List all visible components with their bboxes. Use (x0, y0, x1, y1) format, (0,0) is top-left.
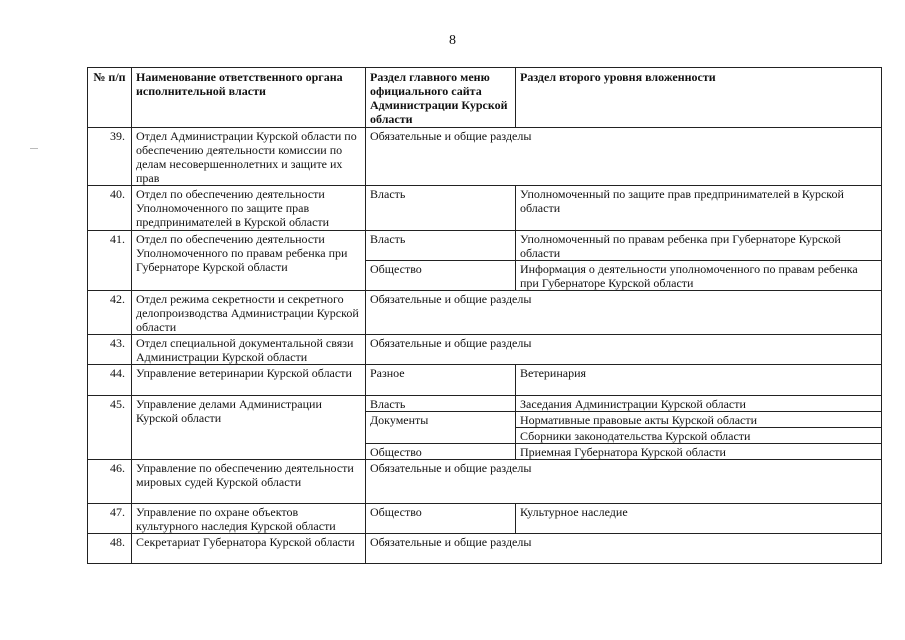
table-row (88, 460, 882, 504)
header-sub: Раздел второго уровня вложенности (516, 68, 882, 128)
row-organ: Отдел по обеспечению деятельности Уполномоченного по защите прав предпринимателей в Курской области (132, 186, 366, 231)
row-organ: Отдел режима секретности и секретного делопроизводства Администрации Курской области (132, 291, 366, 335)
row-sub: Приемная Губернатора Курской области (516, 444, 882, 460)
table-header-row (88, 68, 882, 128)
row-menu: Обязательные и общие разделы (366, 291, 882, 335)
row-organ: Управление по обеспечению деятельности мировых судей Курской области (132, 460, 366, 504)
header-menu: Раздел главного меню официального сайта Администрации Курской области (366, 68, 516, 128)
row-num: 40. (88, 186, 132, 231)
row-menu: Обязательные и общие разделы (366, 460, 882, 504)
header-organ: Наименование ответственного органа исполнительной власти (132, 68, 366, 128)
row-organ: Отдел Администрации Курской области по обеспечению деятельности комиссии по делам несовершеннолетних и защите их прав (132, 128, 366, 186)
table-row (88, 186, 882, 231)
table-row (88, 291, 882, 335)
row-num: 47. (88, 504, 132, 534)
row-num: 45. (88, 396, 132, 460)
row-menu: Власть (366, 396, 516, 412)
row-num: 48. (88, 534, 132, 564)
row-organ: Управление делами Администрации Курской области (132, 396, 366, 460)
row-sub: Заседания Администрации Курской области (516, 396, 882, 412)
row-menu: Общество (366, 261, 516, 291)
row-organ: Отдел специальной документальной связи Администрации Курской области (132, 335, 366, 365)
row-sub: Ветеринария (516, 365, 882, 396)
row-menu: Обязательные и общие разделы (366, 335, 882, 365)
row-sub: Уполномоченный по правам ребенка при Губернаторе Курской области (516, 231, 882, 261)
table-row (88, 335, 882, 365)
page-number: 8 (449, 33, 456, 48)
row-menu: Обязательные и общие разделы (366, 534, 882, 564)
table-row (88, 128, 882, 186)
row-organ: Отдел по обеспечению деятельности Уполномоченного по правам ребенка при Губернаторе Курской области (132, 231, 366, 291)
header-num: № п/п (88, 68, 132, 128)
row-sub: Уполномоченный по защите прав предпринимателей в Курской области (516, 186, 882, 231)
row-num: 41. (88, 231, 132, 291)
table-row (88, 231, 882, 261)
row-menu: Власть (366, 186, 516, 231)
row-sub: Информация о деятельности уполномоченного по правам ребенка при Губернаторе Курской области (516, 261, 882, 291)
row-organ: Управление по охране объектов культурного наследия Курской области (132, 504, 366, 534)
row-menu: Документы (366, 412, 516, 444)
table-row (88, 504, 882, 534)
row-menu: Общество (366, 504, 516, 534)
row-menu: Обязательные и общие разделы (366, 128, 882, 186)
margin-mark (30, 148, 38, 149)
row-sub: Культурное наследие (516, 504, 882, 534)
row-num: 44. (88, 365, 132, 396)
row-sub: Сборники законодательства Курской области (516, 428, 882, 444)
row-menu: Разное (366, 365, 516, 396)
table-row (88, 365, 882, 396)
row-organ: Управление ветеринарии Курской области (132, 365, 366, 396)
row-menu: Власть (366, 231, 516, 261)
row-num: 42. (88, 291, 132, 335)
row-num: 43. (88, 335, 132, 365)
table-row (88, 396, 882, 412)
row-num: 39. (88, 128, 132, 186)
row-organ: Секретариат Губернатора Курской области (132, 534, 366, 564)
row-sub: Нормативные правовые акты Курской области (516, 412, 882, 428)
table-row (88, 534, 882, 564)
row-num: 46. (88, 460, 132, 504)
sections-table (87, 67, 882, 564)
row-menu: Общество (366, 444, 516, 460)
